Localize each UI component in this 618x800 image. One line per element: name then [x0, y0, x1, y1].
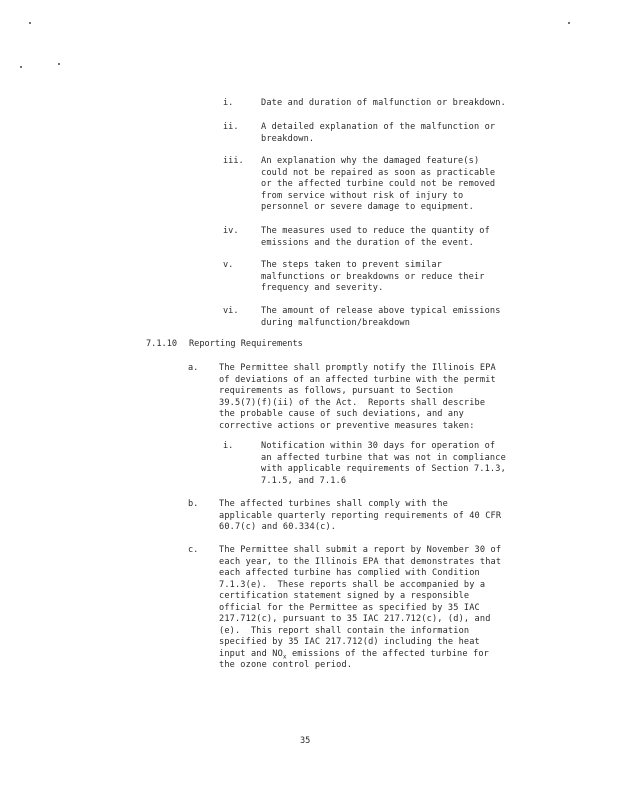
- nox-suffix: emissions of the affected turbine for: [286, 648, 489, 659]
- list-item-text: personnel or severe damage to equipment.: [261, 202, 474, 212]
- subitem-text: 7.1.5, and 7.1.6: [261, 475, 347, 486]
- scan-speck: [29, 22, 31, 24]
- paragraph-line: certification statement signed by a responsible: [219, 591, 470, 601]
- paragraph-line: official for the Permittee as specified by 35 IAC: [219, 602, 480, 613]
- paragraph-line: of deviations of an affected turbine with the permit: [219, 374, 496, 385]
- list-item-text: or the affected turbine could not be removed: [261, 179, 496, 189]
- list-item-number: iii.: [223, 156, 244, 166]
- paragraph-line: The Permittee shall submit a report by November 30 of: [219, 545, 502, 555]
- list-item-number: vi.: [223, 306, 239, 316]
- nox-prefix: input and NO: [219, 648, 283, 659]
- list-item-text: from service without risk of injury to: [261, 190, 464, 201]
- scan-speck: [20, 66, 22, 68]
- paragraph-a-label: a.: [188, 363, 199, 373]
- list-item-text: breakdown.: [261, 133, 315, 144]
- paragraph-line: each affected turbine has complied with Condition: [219, 568, 480, 578]
- paragraph-line: specified by 35 IAC 217.712(d) including the heat: [219, 637, 480, 647]
- paragraph-line: applicable quarterly reporting requirements of 40 CFR: [219, 510, 502, 521]
- section-title: Reporting Requirements: [189, 339, 303, 349]
- subitem-text: Notification within 30 days for operation of: [261, 441, 496, 451]
- list-item-text: emissions and the duration of the event.: [261, 237, 474, 248]
- list-item-text: The amount of release above typical emissions: [261, 306, 501, 316]
- paragraph-line: each year, to the Illinois EPA that demonstrates that: [219, 556, 502, 567]
- paragraph-line: corrective actions or preventive measures taken:: [219, 420, 475, 431]
- scan-speck: [58, 63, 60, 65]
- list-item-number: iv.: [223, 226, 239, 236]
- list-item-text: Date and duration of malfunction or breakdown.: [261, 98, 506, 108]
- scan-speck: [568, 22, 570, 24]
- subitem-text: with applicable requirements of Section 7.1.3,: [261, 464, 506, 474]
- list-item-text: malfunctions or breakdowns or reduce their: [261, 271, 485, 282]
- paragraph-line: (e). This report shall contain the information: [219, 625, 470, 636]
- list-item-text: during malfunction/breakdown: [261, 317, 411, 328]
- paragraph-line: The Permittee shall promptly notify the Illinois EPA: [219, 363, 496, 373]
- paragraph-line: 217.712(c), pursuant to 35 IAC 217.712(c), (d), and: [219, 614, 491, 624]
- paragraph-b-label: b.: [188, 499, 199, 509]
- nox-subscript: x: [282, 653, 287, 661]
- subitem-text: an affected turbine that was not in compliance: [261, 452, 506, 463]
- subitem-number: i.: [223, 441, 234, 451]
- page-number: 35: [300, 736, 311, 746]
- list-item-text: A detailed explanation of the malfunction or: [261, 122, 496, 132]
- section-number: 7.1.10: [146, 339, 178, 349]
- paragraph-line: the ozone control period.: [219, 660, 353, 670]
- list-item-number: i.: [223, 98, 234, 108]
- list-item-text: The measures used to reduce the quantity of: [261, 226, 490, 236]
- list-item-number: v.: [223, 260, 234, 270]
- paragraph-line: requirements as follows, pursuant to Section: [219, 386, 454, 396]
- paragraph-line: the probable cause of such deviations, and any: [219, 409, 464, 419]
- paragraph-line: 7.1.3(e). These reports shall be accompanied by a: [219, 579, 486, 590]
- list-item-text: could not be repaired as soon as practicable: [261, 167, 496, 178]
- paragraph-line: The affected turbines shall comply with the: [219, 499, 448, 509]
- list-item-text: frequency and severity.: [261, 283, 384, 293]
- paragraph-line: 39.5(7)(f)(ii) of the Act. Reports shall describe: [219, 397, 486, 408]
- list-item-text: The steps taken to prevent similar: [261, 260, 443, 270]
- list-item-number: ii.: [223, 122, 239, 132]
- paragraph-line: 60.7(c) and 60.334(c).: [219, 522, 337, 532]
- paragraph-c-label: c.: [188, 545, 199, 555]
- list-item-text: An explanation why the damaged feature(s): [261, 156, 480, 166]
